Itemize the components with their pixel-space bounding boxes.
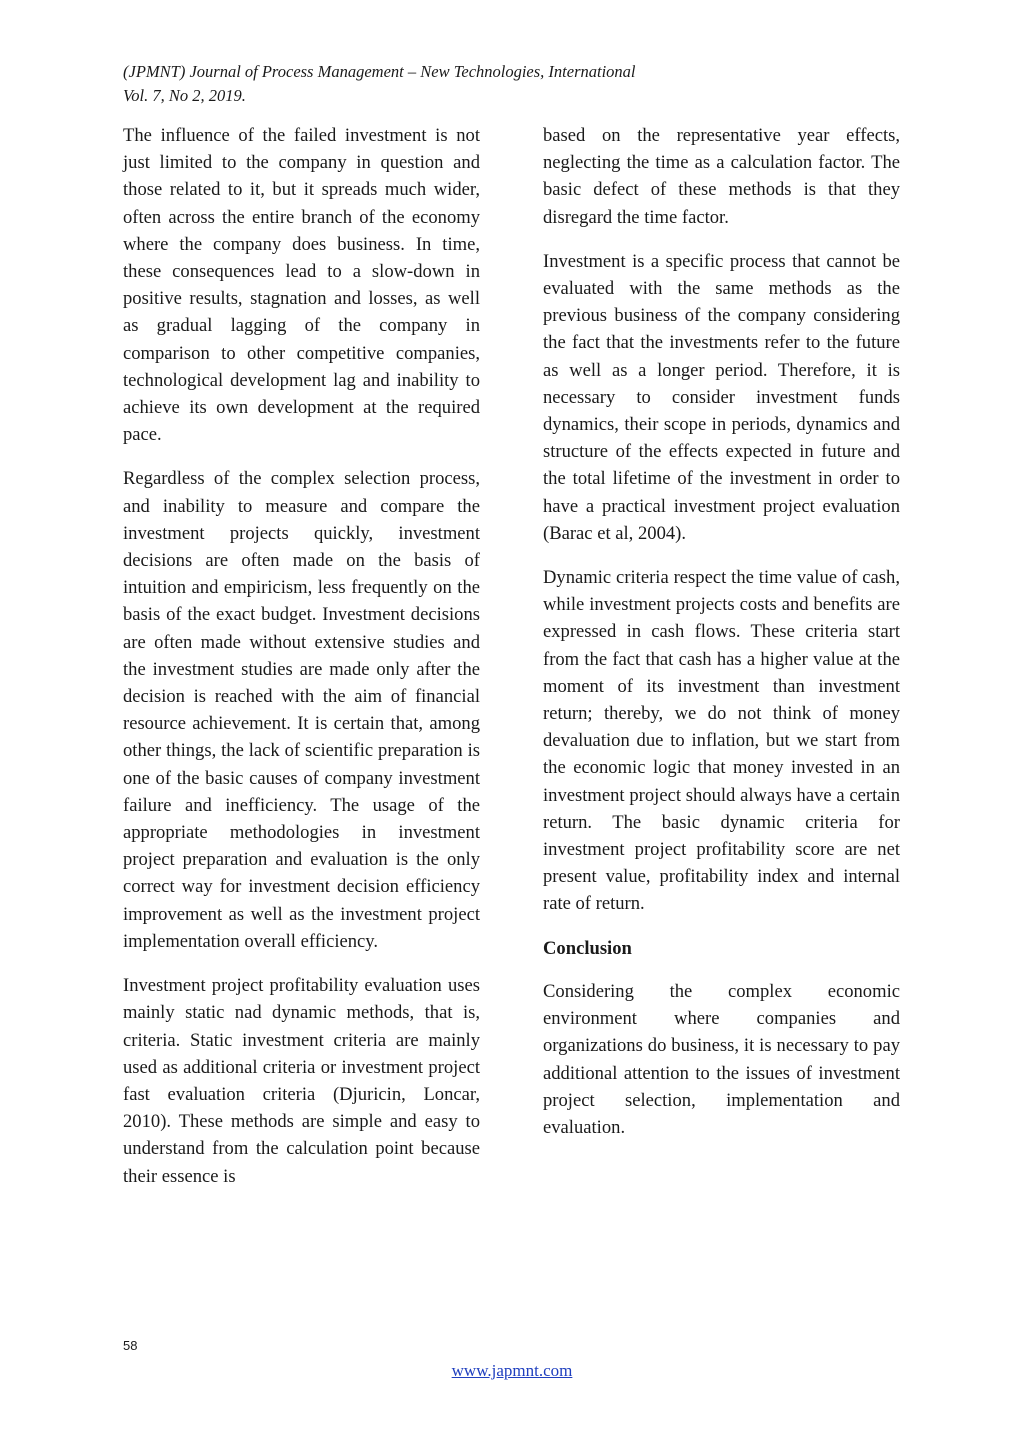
page-number: 58 [123, 1338, 138, 1353]
right-column [543, 122, 900, 1158]
paragraph: Regardless of the complex selection process, and inability to measure and compare the investment projects quickly, investment decisions are often made on the basis of intuition and empiricism, less frequently on the basis of the exact budget. Investment decisions are often made without extensive studies and the investment studies are made only after the decision is reached with the aim of financial resource achievement. It is certain that, among other things, the lack of scientific preparation is one of the basic causes of company investment failure and inefficiency. The usage of the appropriate methodologies in investment project preparation and evaluation is the only correct way for investment decision efficiency improvement as well as the investment project implementation overall efficiency. [123, 468, 480, 952]
journal-website-link[interactable]: www.japmnt.com [451, 1361, 573, 1380]
journal-volume: Vol. 7, No 2, 2019. [123, 86, 246, 105]
paragraph: Investment is a specific process that cannot be evaluated with the same methods as the previous business of the company considering the fact that the investments refer to the future as well as a longer period. Therefore, it is necessary to consider investment funds dynamics, their scope in periods, dynamics and structure of the effects expected in future and the total lifetime of the investment in order to have a practical investment project evaluation (Barac et al, 2004). [543, 250, 900, 544]
paragraph: The influence of the failed investment is not just limited to the company in question and those related to it, but it spreads much wider, often across the entire branch of the economy where the company does business. In time, these consequences lead to a slow-down in positive results, stagnation and losses, as well as gradual lagging of the company in comparison to other competitive companies, technological development lag and inability to achieve its own development at the required pace. [123, 125, 480, 446]
paragraph: Considering the complex economic environment where companies and organizations do business, it is necessary to pay additional attention to the issues of investment project selection, implementation and evaluation. [543, 980, 900, 1138]
running-header [123, 60, 723, 108]
section-heading-conclusion: Conclusion [543, 937, 632, 959]
paragraph: Investment project profitability evaluation uses mainly static nad dynamic methods, that is, criteria. Static investment criteria are mainly used as additional criteria or investment project fast evaluation criteria (Djuricin, Loncar, 2010). These methods are simple and easy to understand from the calculation point because their essence is [123, 975, 480, 1187]
left-column [123, 122, 480, 1207]
journal-title: (JPMNT) Journal of Process Management – New Technologies, International [123, 62, 636, 81]
paragraph: based on the representative year effects, neglecting the time as a calculation factor. The basic defect of these methods is that they disregard the time factor. [543, 125, 900, 228]
paragraph: Dynamic criteria respect the time value of cash, while investment projects costs and benefits are expressed in cash flows. These criteria start from the fact that cash has a higher value at the moment of its investment than investment return; thereby, we do not think of money devaluation due to inflation, but we start from the economic logic that money invested in an investment project should always have a certain return. The basic dynamic criteria for investment project profitability score are net present value, profitability index and internal rate of return. [543, 567, 900, 915]
